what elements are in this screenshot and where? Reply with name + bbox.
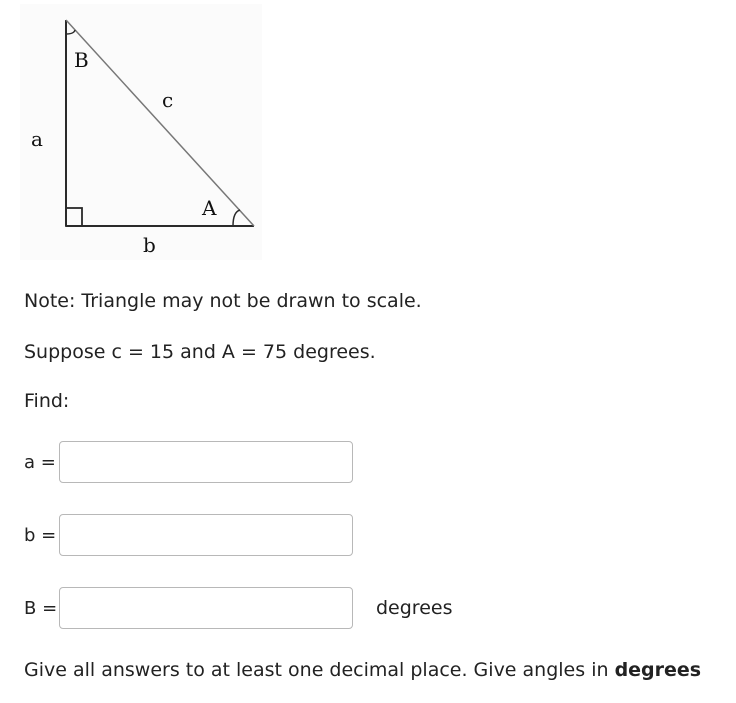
scale-note: Note: Triangle may not be drawn to scale. bbox=[24, 290, 422, 312]
angle-a-arc bbox=[233, 210, 240, 226]
angle-b-arc bbox=[66, 30, 75, 34]
side-label-c: c bbox=[162, 88, 174, 112]
answer-input-a[interactable] bbox=[59, 441, 353, 483]
vertex-label-b: B bbox=[74, 48, 89, 72]
vertex-label-a: A bbox=[202, 196, 217, 220]
answer-label-angle-b: B = bbox=[24, 598, 58, 619]
triangle-diagram bbox=[20, 4, 262, 260]
answer-input-angle-b[interactable] bbox=[59, 587, 353, 629]
given-values: Suppose c = 15 and A = 75 degrees. bbox=[24, 341, 376, 363]
side-label-a: a bbox=[31, 127, 43, 151]
triangle-figure bbox=[20, 4, 262, 260]
side-label-b: b bbox=[143, 233, 156, 257]
right-angle-marker bbox=[66, 208, 82, 226]
instructions bbox=[24, 658, 701, 682]
find-heading: Find: bbox=[24, 390, 70, 412]
instructions-text: Give all answers to at least one decimal place. Give angles in bbox=[24, 659, 615, 681]
instructions-bold-degrees: degrees bbox=[614, 659, 702, 681]
answer-label-b: b = bbox=[24, 525, 57, 546]
degrees-unit-label: degrees bbox=[376, 597, 453, 619]
side-c-line bbox=[66, 20, 254, 226]
answer-input-b[interactable] bbox=[59, 514, 353, 556]
answer-label-a: a = bbox=[24, 452, 56, 473]
